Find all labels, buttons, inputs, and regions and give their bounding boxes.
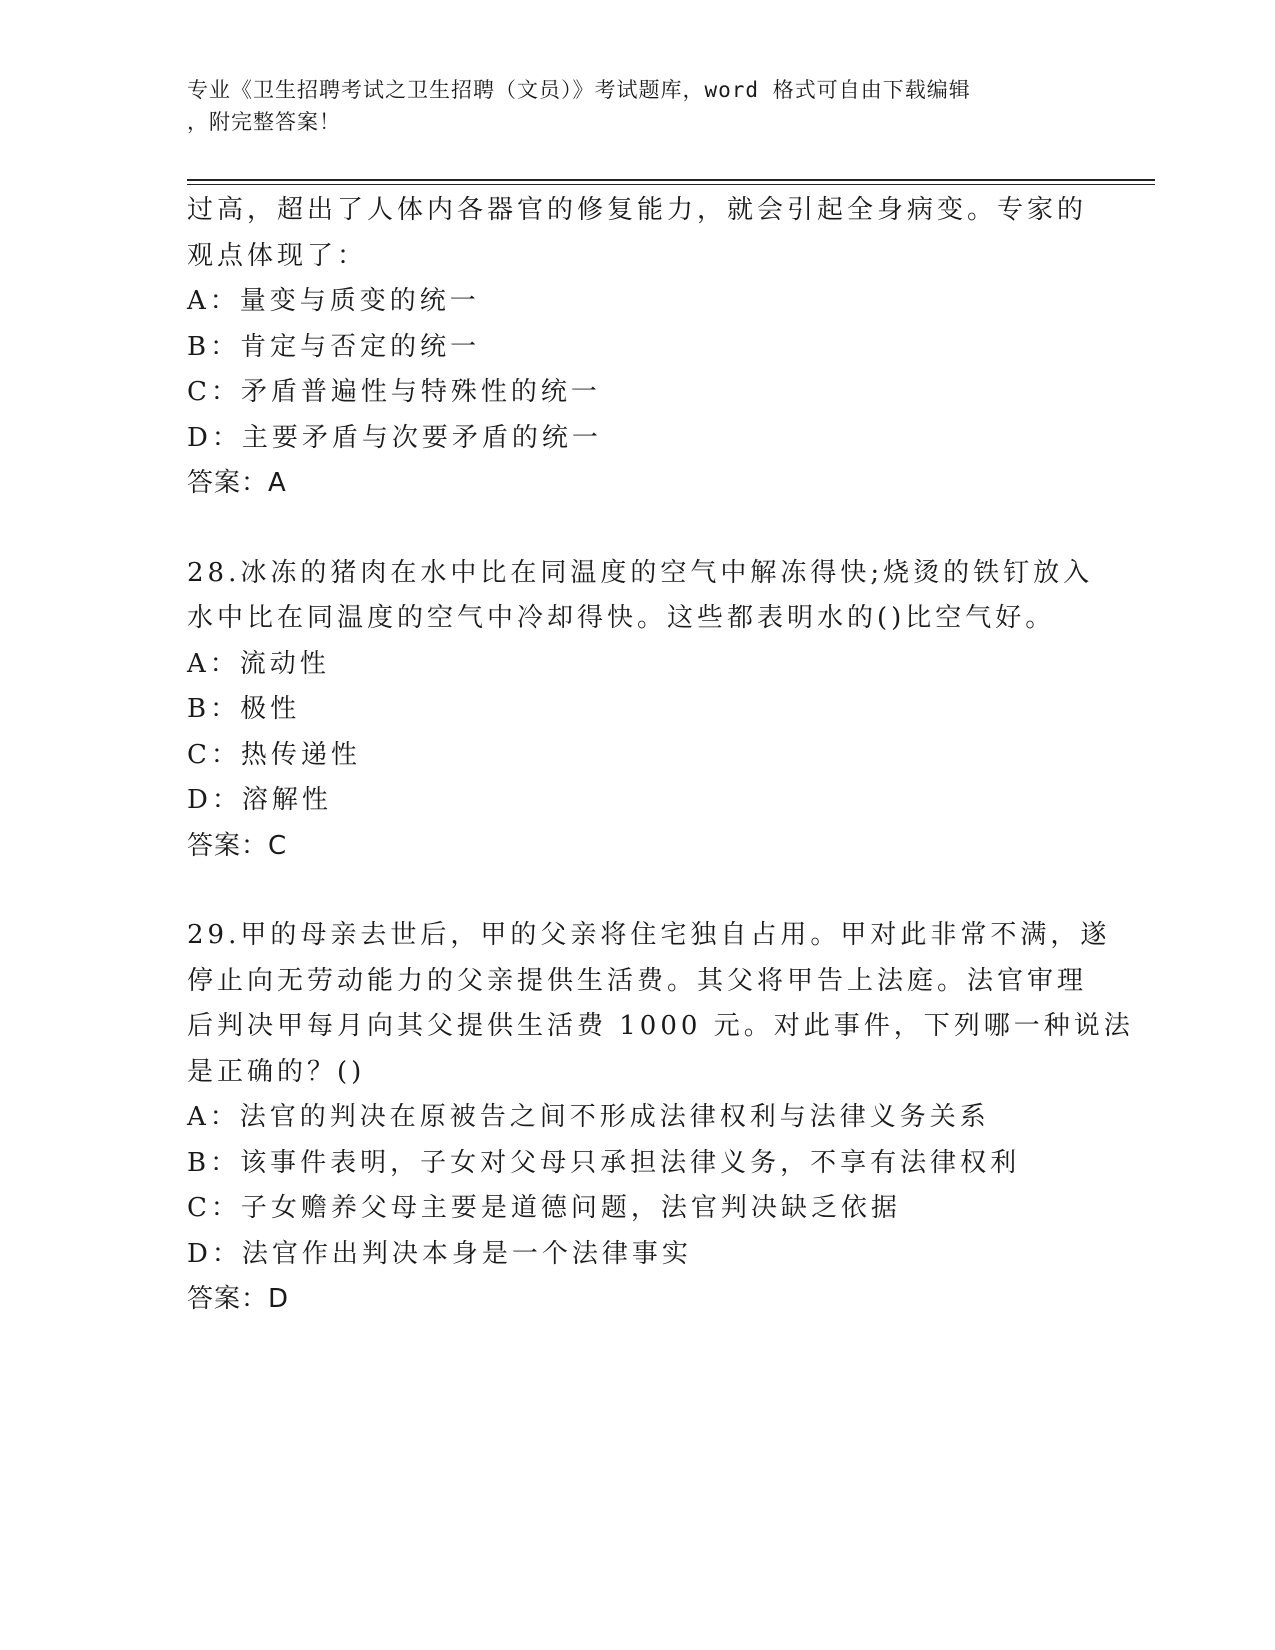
- question-stem-line: 停止向无劳动能力的父亲提供生活费。其父将甲告上法庭。法官审理: [187, 965, 1088, 996]
- option-a: A：流动性: [187, 648, 330, 679]
- question-stem-line: 是正确的？(): [187, 1056, 366, 1087]
- option-b: B：该事件表明，子女对父母只承担法律义务，不享有法律权利: [187, 1147, 1021, 1178]
- header-divider: [187, 179, 1155, 181]
- answer-line: 答案：C: [187, 830, 288, 861]
- question-29: [187, 913, 1134, 1323]
- option-d: D：主要矛盾与次要矛盾的统一: [187, 422, 602, 453]
- question-27-continued: [187, 188, 1087, 507]
- header-line-2: ，附完整答案！: [187, 110, 341, 134]
- option-a: A：法官的判决在原被告之间不形成法律权利与法律义务关系: [187, 1102, 990, 1132]
- document-header: [187, 74, 1067, 138]
- question-stem-line: 水中比在同温度的空气中冷却得快。这些都表明水的()比空气好。: [187, 603, 1056, 633]
- answer-line: 答案：A: [187, 468, 287, 498]
- document-body: [187, 188, 1134, 1323]
- question-stem-line: 29.甲的母亲去世后，甲的父亲将住宅独自占用。甲对此非常不满，遂: [187, 920, 1111, 950]
- option-c: C：矛盾普遍性与特殊性的统一: [187, 377, 601, 407]
- answer-line: 答案：D: [187, 1284, 290, 1314]
- option-c: C：子女赡养父母主要是道德问题，法官判决缺乏依据: [187, 1193, 901, 1223]
- option-d: D：溶解性: [187, 785, 332, 815]
- question-28: [187, 551, 1094, 870]
- question-stem-line: 观点体现了：: [187, 240, 368, 271]
- question-stem-line: 后判决甲每月向其父提供生活费 1000 元。对此事件，下列哪一种说法: [187, 1011, 1134, 1041]
- header-divider-thin: [187, 184, 1155, 185]
- question-stem-line: 28.冰冻的猪肉在水中比在同温度的空气中解冻得快;烧烫的铁钉放入: [187, 557, 1094, 588]
- question-stem-line: 过高，超出了人体内各器官的修复能力，就会引起全身病变。专家的: [187, 195, 1088, 225]
- option-b: B：极性: [187, 694, 301, 724]
- option-d: D：法官作出判决本身是一个法律事实: [187, 1238, 692, 1269]
- header-line-1: 专业《卫生招聘考试之卫生招聘（文员）》考试题库，word 格式可自由下载编辑: [187, 78, 971, 102]
- option-a: A：量变与质变的统一: [187, 286, 480, 316]
- option-b: B：肯定与否定的统一: [187, 331, 481, 362]
- option-c: C：热传递性: [187, 739, 361, 770]
